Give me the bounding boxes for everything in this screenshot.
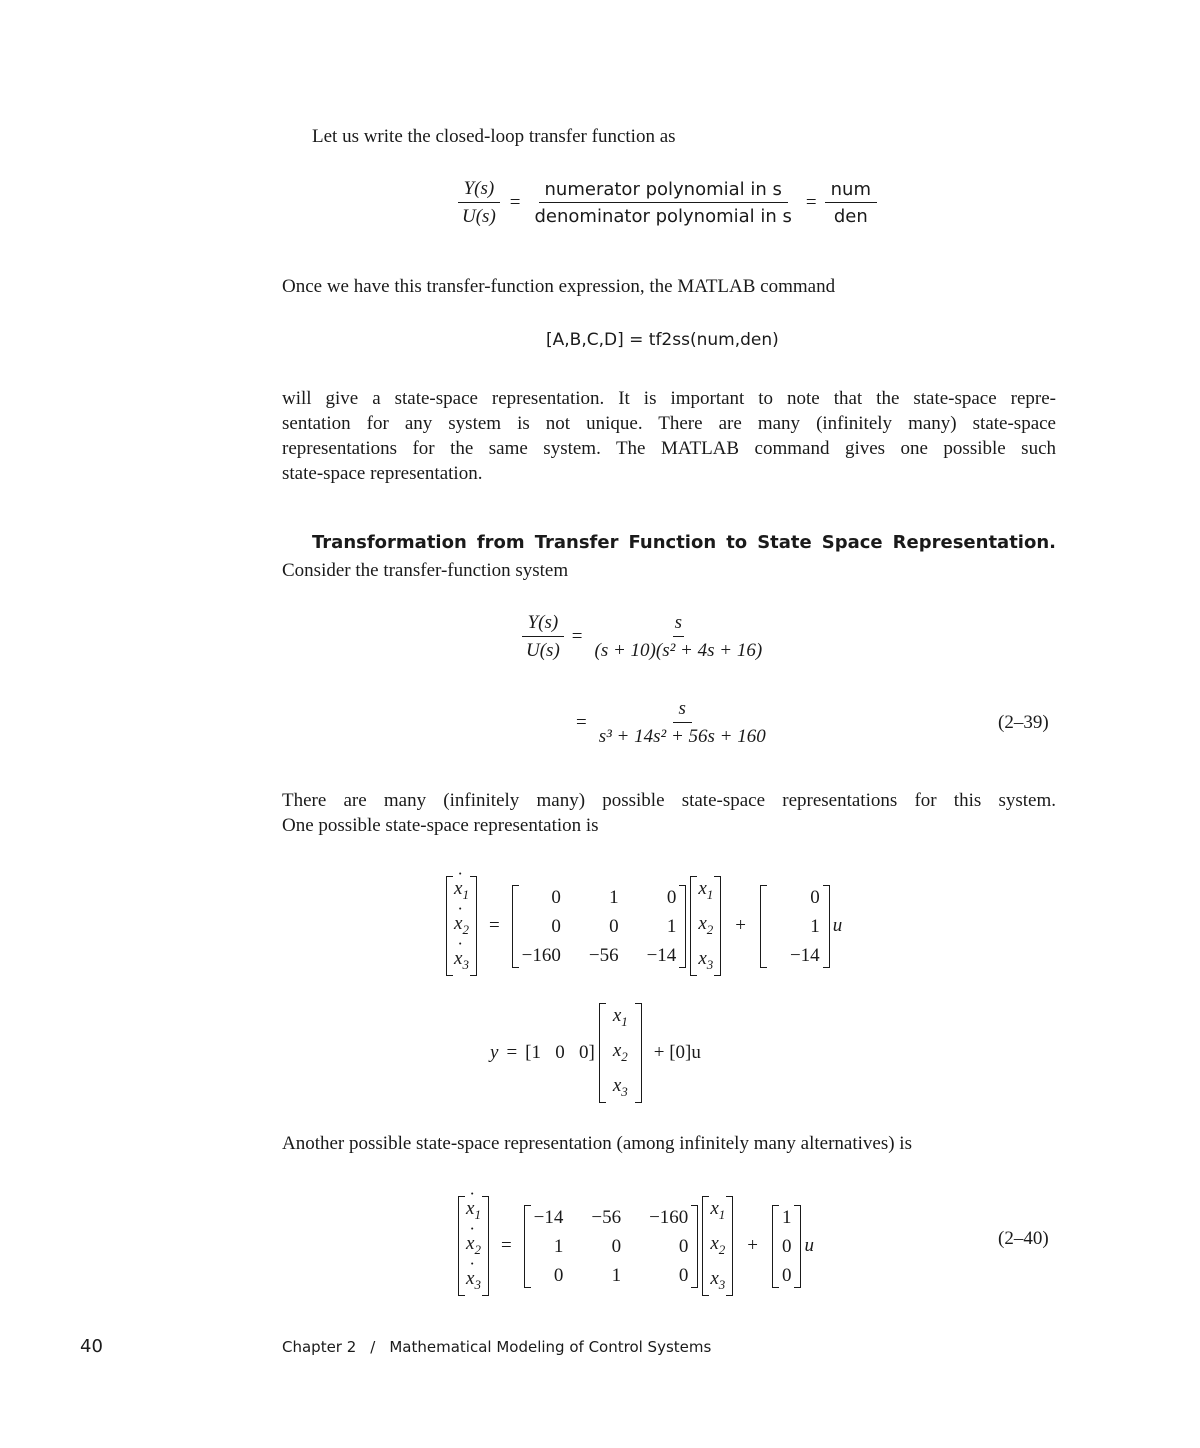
lhs-numerator: Y(s) bbox=[458, 178, 501, 203]
x-entry: $x_2$ bbox=[710, 1232, 726, 1257]
numerator: s bbox=[673, 698, 692, 723]
equals-sign: = bbox=[509, 192, 521, 213]
x-entry: $x_3$ bbox=[710, 1267, 726, 1292]
lhs-numerator: Y(s) bbox=[522, 612, 565, 637]
xdot-entry: ˙ $x_3$ bbox=[466, 1266, 481, 1297]
matrix-entry: −160 bbox=[649, 1206, 689, 1228]
matrix-entry: 1 bbox=[666, 915, 677, 937]
fraction-rhs bbox=[825, 179, 877, 227]
system-matrix-a bbox=[524, 1205, 699, 1288]
system-matrix-a bbox=[512, 885, 687, 968]
section-heading: Transformation from Transfer Function to State Space Representation. bbox=[312, 532, 1056, 553]
equation-2-39-line2 bbox=[576, 698, 772, 748]
matrix-entry: −56 bbox=[591, 1206, 622, 1228]
once-text: Once we have this transfer-function expression, the MATLAB command bbox=[282, 276, 836, 297]
matrix-entry: 0 bbox=[678, 1235, 689, 1257]
input-matrix-b bbox=[760, 885, 830, 968]
footer-separator: / bbox=[370, 1338, 376, 1356]
equals-sign: = bbox=[506, 1042, 518, 1064]
xdot-entry: ˙ $x_2$ bbox=[466, 1231, 481, 1262]
matrix-entry: 1 bbox=[553, 1235, 564, 1257]
matrix-entry: 0 bbox=[666, 886, 677, 908]
intro-text: Let us write the closed-loop transfer function as bbox=[312, 126, 676, 147]
xdot-entry: ˙ $x_2$ bbox=[454, 911, 469, 942]
matrix-entry: −14 bbox=[646, 944, 677, 966]
state-vector bbox=[702, 1196, 733, 1296]
matrix-entry: 0 bbox=[611, 1235, 622, 1257]
state-equation-2 bbox=[458, 1196, 814, 1296]
matrix-entry: 1 bbox=[609, 886, 619, 908]
running-footer bbox=[282, 1338, 711, 1356]
equals-sign: = bbox=[488, 915, 500, 937]
xdot-entry: ˙ $x_1$ bbox=[454, 876, 469, 907]
matrix-entry: 0 bbox=[678, 1264, 689, 1286]
matlab-command: [A,B,C,D] = tf2ss(num,den) bbox=[546, 330, 779, 350]
paragraph-line: will give a state-space representation. It is important to note that the state-space repre- bbox=[282, 388, 1056, 409]
matrix-entry: −56 bbox=[588, 944, 619, 966]
will-give-paragraph bbox=[282, 386, 1056, 486]
denominator: (s + 10)(s² + 4s + 16) bbox=[594, 640, 763, 661]
xdot-entry: ˙ $x_1$ bbox=[466, 1196, 481, 1227]
matrix-entry: −14 bbox=[789, 944, 820, 966]
fraction-factored bbox=[589, 612, 769, 662]
state-vector bbox=[690, 876, 721, 976]
x-entry: $x_3$ bbox=[612, 1074, 628, 1099]
matrix-entry: 0 bbox=[810, 886, 820, 908]
paragraph-line: One possible state-space representation is bbox=[282, 815, 599, 836]
fraction-expanded bbox=[593, 698, 772, 748]
x-entry: $x_1$ bbox=[710, 1198, 726, 1222]
x-entry: $x_3$ bbox=[698, 947, 714, 972]
output-equation-1 bbox=[490, 1003, 701, 1103]
equation-2-39-line1 bbox=[520, 612, 768, 662]
page-number: 40 bbox=[80, 1336, 103, 1357]
matrix-entry: 0 bbox=[781, 1264, 792, 1286]
state-derivative-vector bbox=[458, 1196, 489, 1296]
equals-sign: = bbox=[576, 712, 587, 733]
equals-sign: = bbox=[805, 192, 817, 213]
matrix-entry: −160 bbox=[521, 944, 561, 966]
matrix-entry: 0 bbox=[551, 915, 561, 937]
x-entry: $x_2$ bbox=[612, 1039, 628, 1064]
equals-sign: = bbox=[500, 1235, 512, 1257]
consider-text: Consider the transfer-function system bbox=[282, 560, 569, 581]
denominator: s³ + 14s² + 56s + 160 bbox=[598, 726, 766, 747]
x-entry: $x_1$ bbox=[698, 878, 714, 902]
xdot-entry: ˙ $x_3$ bbox=[454, 946, 469, 977]
plus-sign: + bbox=[747, 1235, 758, 1257]
equals-sign: = bbox=[571, 626, 583, 647]
feedthrough-term: + [0]u bbox=[653, 1042, 701, 1064]
matrix-entry: 1 bbox=[611, 1264, 622, 1286]
matrix-entry: 1 bbox=[810, 915, 820, 937]
equation-number-2-40: (2–40) bbox=[998, 1228, 1049, 1249]
paragraph-line: state-space representation. bbox=[282, 463, 483, 484]
input-u: u bbox=[804, 1235, 814, 1257]
fraction-lhs bbox=[520, 612, 566, 662]
lhs-denominator: U(s) bbox=[526, 640, 560, 661]
another-text: Another possible state-space representation (among infinitely many alternatives) is bbox=[282, 1133, 912, 1154]
middle-numerator: numerator polynomial in s bbox=[539, 179, 788, 203]
fraction-lhs bbox=[456, 178, 502, 228]
state-derivative-vector bbox=[446, 876, 477, 976]
output-matrix-c: [1 0 0] bbox=[525, 1042, 595, 1064]
input-u: u bbox=[832, 915, 843, 937]
x-entry: $x_2$ bbox=[698, 912, 714, 937]
middle-denominator: denominator polynomial in s bbox=[534, 206, 792, 227]
numerator: s bbox=[673, 612, 684, 637]
paragraph-line: representations for the same system. The MATLAB command gives one possible such bbox=[282, 438, 1056, 459]
footer-title: Mathematical Modeling of Control Systems bbox=[389, 1338, 712, 1356]
plus-sign: + bbox=[735, 915, 746, 937]
matrix-entry: 0 bbox=[781, 1235, 792, 1257]
fraction-middle bbox=[529, 179, 798, 227]
matrix-entry: −14 bbox=[533, 1206, 564, 1228]
equation-transfer-function bbox=[456, 178, 877, 228]
state-equation-1 bbox=[446, 876, 842, 976]
x-entry: $x_1$ bbox=[612, 1005, 628, 1029]
output-y: y bbox=[490, 1042, 499, 1064]
equation-number-2-39: (2–39) bbox=[998, 712, 1049, 733]
footer-chapter: Chapter 2 bbox=[282, 1338, 357, 1356]
state-vector bbox=[599, 1003, 642, 1103]
matrix-entry: 1 bbox=[781, 1206, 792, 1228]
matrix-entry: 0 bbox=[553, 1264, 564, 1286]
rhs-denominator: den bbox=[833, 206, 868, 227]
matrix-entry: 0 bbox=[609, 915, 619, 937]
rhs-numerator: num bbox=[825, 179, 877, 203]
lhs-denominator: U(s) bbox=[462, 206, 496, 227]
many-paragraph bbox=[282, 788, 1056, 838]
paragraph-line: sentation for any system is not unique. There are many (infinitely many) state-space bbox=[282, 413, 1056, 434]
matrix-entry: 0 bbox=[551, 886, 561, 908]
paragraph-line: There are many (infinitely many) possible state-space representations for this system. bbox=[282, 790, 1056, 811]
input-matrix-b bbox=[772, 1205, 802, 1288]
